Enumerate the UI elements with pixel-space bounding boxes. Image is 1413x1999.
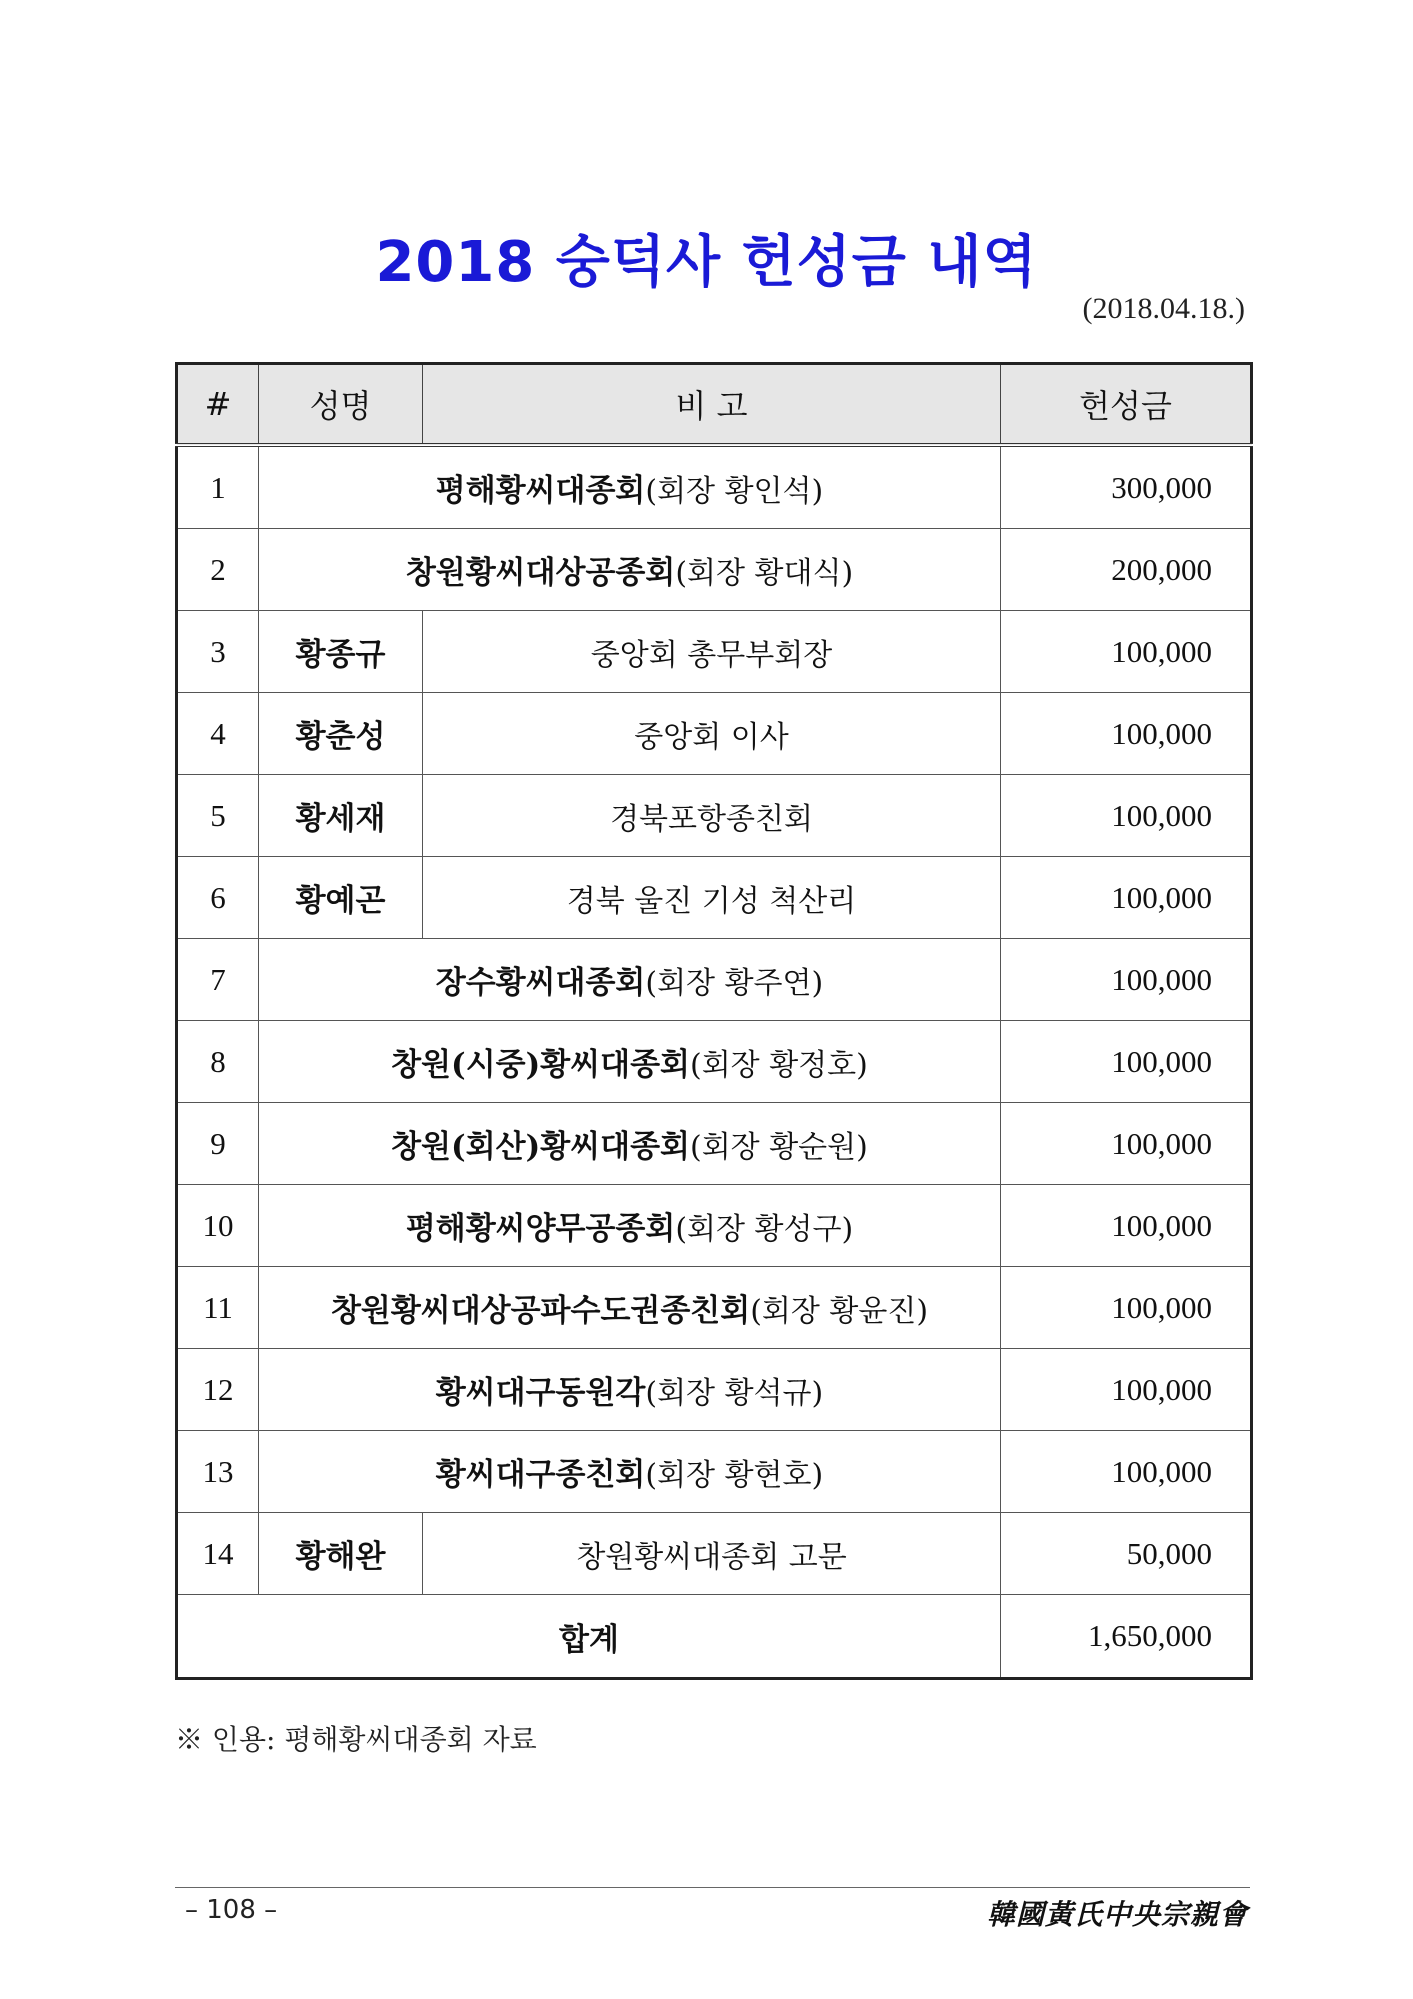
total-amount: 1,650,000: [1001, 1595, 1252, 1679]
table-header-row: [177, 364, 1252, 446]
row-note: 중앙회 총무부회장: [423, 611, 1001, 693]
row-organization: [259, 939, 1001, 1021]
table-row: [177, 445, 1252, 529]
row-number: 1: [177, 445, 259, 529]
row-amount: 100,000: [1001, 939, 1252, 1021]
table-row: [177, 693, 1252, 775]
total-label: 합계: [177, 1595, 1001, 1679]
row-number: 14: [177, 1513, 259, 1595]
row-name: 황해완: [259, 1513, 423, 1595]
record-date: (2018.04.18.): [1082, 292, 1245, 325]
row-organization: [259, 529, 1001, 611]
source-note: ※ 인용: 평해황씨대종회 자료: [175, 1723, 537, 1756]
organization-name: 창원(회산)황씨대종회: [391, 1129, 690, 1165]
row-amount: 100,000: [1001, 1267, 1252, 1349]
organization-name: 평해황씨대종회: [435, 473, 646, 509]
table-row: [177, 1185, 1252, 1267]
row-amount: 200,000: [1001, 529, 1252, 611]
row-note: 창원황씨대종회 고문: [423, 1513, 1001, 1595]
header-number: #: [177, 364, 259, 446]
header-name: 성명: [259, 364, 423, 446]
row-amount: 100,000: [1001, 857, 1252, 939]
donation-table: [175, 362, 1253, 1680]
row-number: 9: [177, 1103, 259, 1185]
table-row: [177, 775, 1252, 857]
header-note: 비 고: [423, 364, 1001, 446]
row-organization: [259, 1431, 1001, 1513]
row-number: 8: [177, 1021, 259, 1103]
row-amount: 100,000: [1001, 693, 1252, 775]
row-amount: 100,000: [1001, 1431, 1252, 1513]
organization-chair: (회장 황현호): [645, 1458, 824, 1493]
row-organization: [259, 1349, 1001, 1431]
row-number: 12: [177, 1349, 259, 1431]
organization-name: 창원(시중)황씨대종회: [391, 1047, 690, 1083]
row-amount: 100,000: [1001, 1349, 1252, 1431]
row-number: 5: [177, 775, 259, 857]
footer-divider: [175, 1887, 1250, 1888]
row-organization: [259, 1185, 1001, 1267]
row-number: 7: [177, 939, 259, 1021]
row-note: 경북 울진 기성 척산리: [423, 857, 1001, 939]
organization-chair: (회장 황석규): [645, 1376, 824, 1411]
table-row: [177, 529, 1252, 611]
organization-chair: (회장 황윤진): [750, 1294, 929, 1329]
organization-name: 장수황씨대종회: [435, 965, 646, 1001]
table-row: [177, 939, 1252, 1021]
row-amount: 300,000: [1001, 445, 1252, 529]
footer-organization: 韓國黃氏中央宗親會: [986, 1898, 1248, 1931]
table-row: [177, 1349, 1252, 1431]
row-amount: 100,000: [1001, 611, 1252, 693]
header-amount: 헌성금: [1001, 364, 1252, 446]
organization-name: 창원황씨대상공파수도권종친회: [330, 1293, 751, 1329]
row-name: 황예곤: [259, 857, 423, 939]
row-name: 황세재: [259, 775, 423, 857]
row-number: 6: [177, 857, 259, 939]
row-number: 10: [177, 1185, 259, 1267]
organization-name: 황씨대구종친회: [435, 1457, 646, 1493]
row-name: 황춘성: [259, 693, 423, 775]
total-row: [177, 1595, 1252, 1679]
table-row: [177, 857, 1252, 939]
organization-name: 평해황씨양무공종회: [405, 1211, 676, 1247]
table-row: [177, 1513, 1252, 1595]
row-number: 3: [177, 611, 259, 693]
row-organization: [259, 1103, 1001, 1185]
organization-name: 창원황씨대상공종회: [405, 555, 676, 591]
row-amount: 100,000: [1001, 775, 1252, 857]
row-organization: [259, 445, 1001, 529]
row-note: 중앙회 이사: [423, 693, 1001, 775]
row-amount: 50,000: [1001, 1513, 1252, 1595]
row-number: 4: [177, 693, 259, 775]
organization-chair: (회장 황대식): [675, 556, 854, 591]
table-row: [177, 1103, 1252, 1185]
row-name: 황종규: [259, 611, 423, 693]
row-number: 2: [177, 529, 259, 611]
row-amount: 100,000: [1001, 1185, 1252, 1267]
row-amount: 100,000: [1001, 1103, 1252, 1185]
organization-chair: (회장 황순원): [690, 1130, 868, 1165]
row-number: 13: [177, 1431, 259, 1513]
row-organization: [259, 1267, 1001, 1349]
organization-chair: (회장 황인석): [645, 474, 824, 509]
row-note: 경북포항종친회: [423, 775, 1001, 857]
organization-chair: (회장 황성구): [675, 1212, 854, 1247]
table-row: [177, 1021, 1252, 1103]
table-row: [177, 611, 1252, 693]
row-organization: [259, 1021, 1001, 1103]
page-number: – 108 –: [185, 1895, 278, 1925]
page-title: 2018 숭덕사 헌성금 내역: [375, 229, 1038, 295]
table-row: [177, 1431, 1252, 1513]
organization-chair: (회장 황정호): [690, 1048, 868, 1083]
row-number: 11: [177, 1267, 259, 1349]
organization-chair: (회장 황주연): [645, 966, 824, 1001]
row-amount: 100,000: [1001, 1021, 1252, 1103]
organization-name: 황씨대구동원각: [435, 1375, 646, 1411]
table-row: [177, 1267, 1252, 1349]
